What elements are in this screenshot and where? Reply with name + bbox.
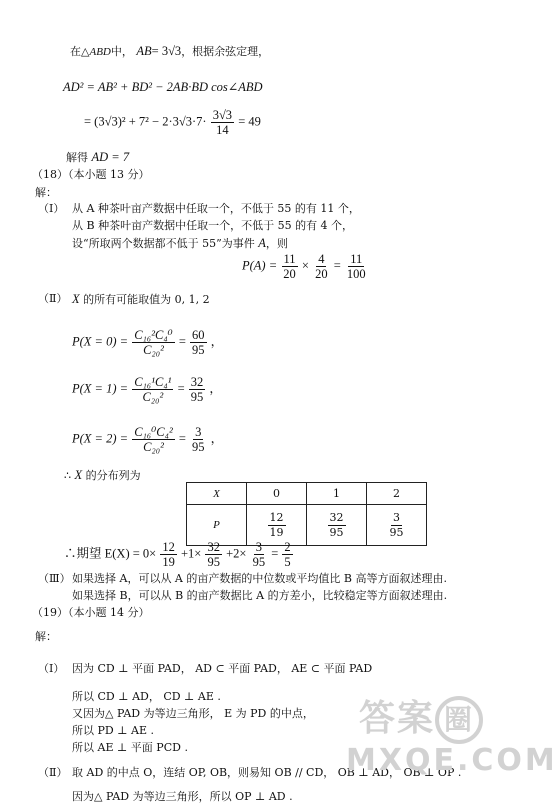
distribution-table [186, 482, 427, 546]
cosine-calc-formula: = (3√3)² + 7² − 2·3√3·7· $\frac{3√3}{14}$ = 49 [84, 108, 261, 137]
q19-part1-line5: 所以 AE ⊥ 平面 PCD . [72, 741, 188, 754]
q19-header: （19）（本小题 14 分） [32, 606, 150, 619]
table-header-x: X [187, 483, 247, 505]
q19-part2-line1: 取 AD 的中点 O，连结 OP, OB，则易知 OB // CD， OB ⊥ AD， OB ⊥ OP . [72, 766, 462, 779]
q18-part3-line2: 如果选择 B，可以从 B 的亩产数据比 A 的方差小，比较稳定等方面叙述理由. [72, 589, 448, 602]
table-header-1: 1 [307, 483, 367, 505]
solve-line: 解得 AD = 7 [66, 150, 130, 164]
table-row [187, 483, 427, 505]
q18-part2-intro: X 的所有可能取值为 0, 1, 2 [72, 292, 210, 306]
q18-answer-label: 解： [35, 186, 57, 199]
q19-part1-line4: 所以 PD ⊥ AE . [72, 724, 155, 737]
q18-part1-line1: 从 A 种茶叶亩产数据中任取一个，不低于 55 的有 11 个， [72, 202, 360, 215]
q18-part3-line1: 如果选择 A，可以从 A 的亩产数据的中位数或平均值比 B 高等方面叙述理由. [72, 572, 447, 585]
q19-part1-line1: 因为 CD ⊥ 平面 PAD， AD ⊂ 平面 PAD， AE ⊂ 平面 PAD [72, 662, 373, 675]
table-cell: $\frac{12}{19}$ [247, 505, 307, 546]
table-header-0: 0 [247, 483, 307, 505]
q18-expectation-formula: ∴期望 E(X) = 0× $\frac{12}{19}$ +1× $\frac{32}{95}$ +2× $\frac{3}{95}$ = $\frac{2}{5}$ [64, 540, 291, 569]
watermark-logo: 答案 圈 MXQE.COM [346, 698, 558, 778]
q19-part1-line2: 所以 CD ⊥ AD， CD ⊥ AE . [72, 690, 221, 703]
q18-part2-marker: （Ⅱ） [38, 292, 68, 305]
q18-part1-formula: P(A) = $\frac{11}{20}$ × $\frac{4}{20}$ = $\frac{11}{100}$ [242, 252, 366, 281]
q19-part1-marker: （Ⅰ） [38, 662, 65, 675]
q18-part1-line2: 从 B 种茶叶亩产数据中任取一个，不低于 55 的有 4 个， [72, 219, 354, 232]
table-header-2: 2 [367, 483, 427, 505]
q18-distribution-intro: ∴ X 的分布列为 [64, 468, 141, 482]
intro-line: 在△ABD中， AB= 3√3，根据余弦定理， [70, 44, 270, 58]
q18-p-x0-formula: P(X = 0) = $\frac{\text{C₁₆²C₄⁰}}{\text{C₂₀²}}$ = $\frac{60}{95}$ ， [72, 328, 224, 357]
table-label-p: P [187, 505, 247, 546]
q18-part1-marker: （Ⅰ） [38, 202, 65, 215]
table-cell: $\frac{3}{95}$ [367, 505, 427, 546]
cosine-law-formula: AD² = AB² + BD² − 2AB·BD cos∠ABD [63, 80, 263, 94]
q18-part3-marker: （Ⅲ） [38, 572, 71, 585]
q18-p-x1-formula: P(X = 1) = $\frac{\text{C₁₆¹C₄¹}}{\text{C₂₀²}}$ = $\frac{32}{95}$ ， [72, 375, 222, 404]
q19-part1-line3: 又因为△ PAD 为等边三角形， E 为 PD 的中点， [72, 707, 314, 720]
q18-part1-line3: 设“所取两个数据都不低于 55”为事件 A，则 [72, 236, 288, 250]
q18-header: （18）（本小题 13 分） [32, 168, 150, 181]
table-cell: $\frac{32}{95}$ [307, 505, 367, 546]
q19-part2-marker: （Ⅱ） [38, 766, 68, 779]
q18-p-x2-formula: P(X = 2) = $\frac{\text{C₁₆⁰C₄²}}{\text{C₂₀²}}$ = $\frac{3}{95}$ ， [72, 425, 224, 454]
q19-answer-label: 解： [35, 630, 57, 643]
q19-part2-line2: 因为△ PAD 为等边三角形，所以 OP ⊥ AD . [72, 790, 293, 803]
